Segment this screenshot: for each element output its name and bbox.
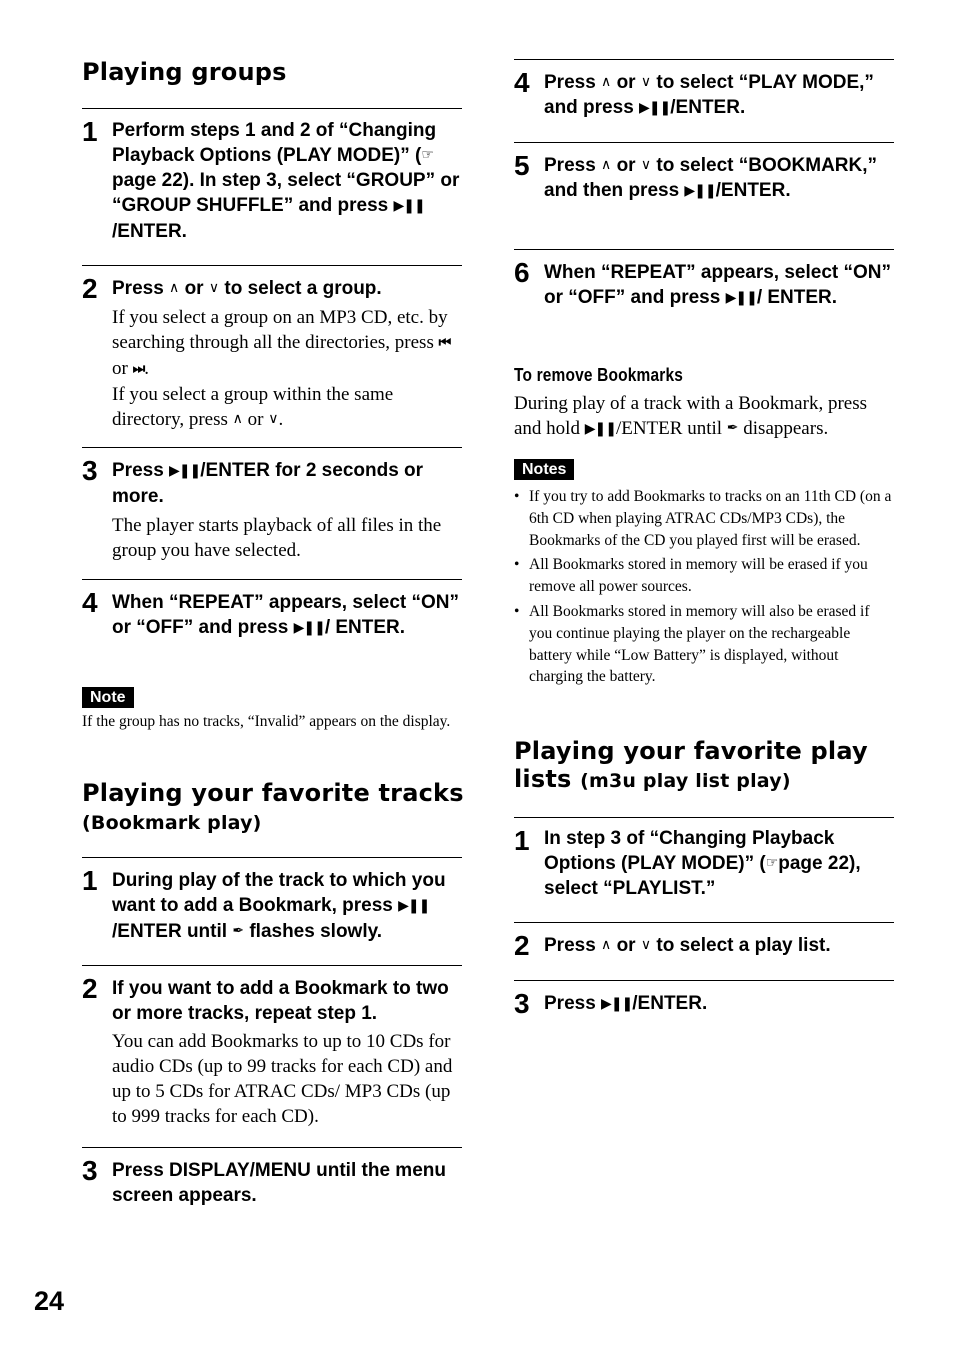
divider [514,817,894,818]
section-title-playing-groups: Playing groups [82,58,287,86]
up-arrow-icon: ∧ [232,411,243,427]
step-instruction: If you want to add a Bookmark to two or more tracks, repeat step 1. [112,978,449,1024]
step-number: 3 [514,988,530,1019]
page-reference-icon: ☞ [765,855,779,871]
step-explanation: You can add Bookmarks to up to 10 CDs for audio CDs (up to 99 tracks for each CD) and up to 5 CDs for ATRAC CDs/ MP3 CDs (up to 999 tracks for each CD). [112,1031,453,1127]
step-instruction: In step 3 of “Changing Playback Options (PLAY MODE)” (☞page 22), select “PLAYLIST.” [544,828,861,899]
step-2-playlist [514,924,894,961]
down-arrow-icon: ∨ [268,411,279,427]
down-arrow-icon: ∨ [640,74,652,90]
play-pause-icon: ▶❚❚ [169,463,201,479]
step-instruction: When “REPEAT” appears, select “ON” or “OFF” and press ▶❚❚/ ENTER. [544,251,894,311]
step-1-playlist [514,819,894,901]
step-number: 5 [514,150,530,181]
divider [82,265,462,266]
step-instruction: Press ∧ or ∨ to select “BOOKMARK,” and then press ▶❚❚/ENTER. [544,144,894,204]
step-4-groups [82,581,462,641]
divider [514,922,894,923]
up-arrow-icon: ∧ [601,74,612,90]
note-badge: Note [82,687,134,708]
bookmark-icon: ✒ [232,923,245,939]
remove-bookmarks-text: During play of a track with a Bookmark, press and hold ▶❚❚/ENTER until ✒ disappears. [514,391,899,442]
note-text: If the group has no tracks, “Invalid” appears on the display. [82,713,451,730]
step-number: 4 [82,587,98,618]
step-number: 1 [514,825,530,856]
divider [82,965,462,966]
down-arrow-icon: ∨ [208,280,220,296]
bookmark-icon: ✒ [726,420,739,436]
step-number: 6 [514,257,530,288]
step-number: 2 [82,973,98,1004]
step-3-bookmark [82,1149,462,1208]
play-pause-icon: ▶❚❚ [684,183,716,199]
step-explanation: If you select a group on an MP3 CD, etc. by searching through all the directories, press ⏮ or ⏭. [112,305,462,382]
step-instruction: Press DISPLAY/MENU until the menu screen appears. [112,1160,446,1206]
notes-list [514,486,894,691]
remove-bookmarks-heading: To remove Bookmarks [514,365,684,385]
step-instruction: Press ∧ or ∨ to select “PLAY MODE,” and press ▶❚❚/ENTER. [544,61,894,121]
play-pause-icon: ▶❚❚ [639,100,671,116]
play-pause-icon: ▶❚❚ [393,198,425,214]
step-explanation: The player starts playback of all files in the group you have selected. [112,515,442,561]
step-instruction: Press ∧ or ∨ to select a play list. [544,935,831,956]
step-number: 4 [514,67,530,98]
divider [514,980,894,981]
section-subtitle: (Bookmark play) [82,812,262,834]
up-arrow-icon: ∧ [601,937,612,953]
step-5-bookmark [514,144,894,204]
section-title-favorite-tracks: Playing your favorite tracks (Bookmark play) [82,779,464,834]
up-arrow-icon: ∧ [601,157,612,173]
play-pause-icon: ▶❚❚ [293,620,325,636]
step-instruction: When “REPEAT” appears, select “ON” or “OFF” and press ▶❚❚/ ENTER. [112,581,462,641]
divider [514,249,894,250]
step-explanation: If you select a group within the same directory, press ∧ or ∨. [112,384,394,430]
step-instruction: Perform steps 1 and 2 of “Changing Playback Options (PLAY MODE)” (☞ page 22). In step 3, select “GROUP” or “GROUP SHUFFLE” and press ▶❚❚/ENTER. [112,120,460,242]
previous-track-icon: ⏮ [438,335,451,351]
step-3-playlist [514,982,894,1017]
step-2-bookmark [82,967,462,1129]
divider [82,857,462,858]
section-subtitle: (m3u play list play) [580,770,791,792]
down-arrow-icon: ∨ [640,937,652,953]
divider [514,142,894,143]
step-4-bookmark [514,61,894,121]
divider [82,579,462,580]
play-pause-icon: ▶❚❚ [398,898,430,914]
section-title-favorite-play-lists: Playing your favorite play lists (m3u play list play) [514,737,868,793]
divider [514,59,894,60]
divider [82,447,462,448]
divider [82,1147,462,1148]
step-number: 1 [82,865,98,896]
step-instruction: Press ▶❚❚/ENTER. [544,982,894,1017]
step-2-groups [82,267,462,432]
play-pause-icon: ▶❚❚ [601,996,633,1012]
down-arrow-icon: ∨ [640,157,652,173]
page-reference-icon: ☞ [421,147,434,163]
step-instruction: Press ∧ or ∨ to select a group. [112,278,382,299]
step-instruction: Press ▶❚❚/ENTER for 2 seconds or more. [112,460,424,507]
step-3-groups [82,449,462,563]
step-number: 2 [82,273,98,304]
next-track-icon: ⏭ [132,361,145,377]
note-item: • If you try to add Bookmarks to tracks on an 11th CD (on a 6th CD when playing ATRAC CDs/MP3 CDs), the Bookmarks of the CD you played first will be erased. [514,486,894,551]
divider [82,108,462,109]
note-item: • All Bookmarks stored in memory will also be erased if you continue playing the player on the rechargeable battery while “Low Battery” is displayed, without charging the battery. [514,601,894,688]
step-number: 3 [82,1155,98,1186]
notes-badge: Notes [514,459,574,480]
play-pause-icon: ▶❚❚ [584,421,616,437]
page-number: 24 [34,1286,65,1316]
play-pause-icon: ▶❚❚ [725,290,757,306]
step-number: 2 [514,930,530,961]
step-number: 1 [82,116,98,147]
up-arrow-icon: ∧ [169,280,180,296]
step-1-groups [82,110,462,244]
note-item: • All Bookmarks stored in memory will be erased if you remove all power sources. [514,554,894,598]
step-1-bookmark [82,859,462,944]
step-instruction: During play of the track to which you want to add a Bookmark, press ▶❚❚/ENTER until ✒ flashes slowly. [112,870,446,942]
step-6-bookmark [514,251,894,311]
step-number: 3 [82,455,98,486]
